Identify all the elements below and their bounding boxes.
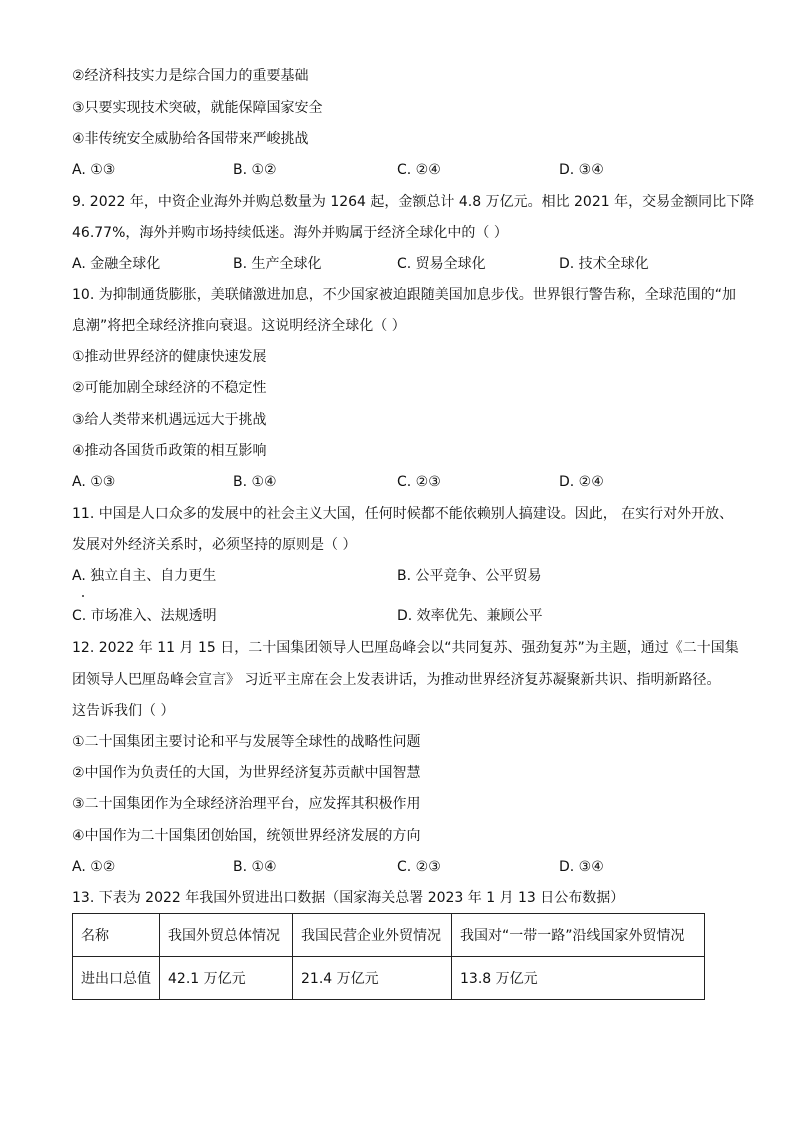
q12-statement-4: ④中国作为二十国集团创始国，统领世界经济发展的方向 [72, 828, 421, 844]
q10-statement-2: ②可能加剧全球经济的不稳定性 [72, 380, 267, 396]
q12-option-b: B. ①④ [233, 859, 277, 875]
q9-option-a: A. 金融全球化 [72, 256, 161, 272]
q9-option-c: C. 贸易全球化 [397, 256, 486, 272]
q12-statement-3: ③二十国集团作为全球经济治理平台，应发挥其积极作用 [72, 796, 421, 812]
table-cell: 进出口总值 [73, 957, 160, 1000]
trade-data-table [72, 913, 705, 1000]
q10-option-a: A. ①③ [72, 474, 116, 490]
q11-option-b: B. 公平竞争、公平贸易 [397, 568, 542, 584]
q8-option-d: D. ③④ [559, 162, 604, 178]
table-cell: 13.8 万亿元 [452, 957, 705, 1000]
table-cell: 21.4 万亿元 [293, 957, 452, 1000]
q10-option-c: C. ②③ [397, 474, 441, 490]
q10-statement-1: ①推动世界经济的健康快速发展 [72, 349, 267, 365]
table-row [73, 957, 705, 1000]
q11-stem-line2: 发展对外经济关系时，必须坚持的原则是（ ） [72, 537, 357, 553]
table-header-cell: 名称 [73, 914, 160, 957]
table-cell: 42.1 万亿元 [160, 957, 293, 1000]
q13-stem: 13. 下表为 2022 年我国外贸进出口数据（国家海关总署 2023 年 1 月 13 日公布数据） [72, 890, 625, 906]
q10-stem-line1: 10. 为抑制通货膨胀，美联储激进加息，不少国家被迫跟随美国加息步伐。世界银行警告称，全球范围的“加 [72, 287, 736, 303]
q9-option-b: B. 生产全球化 [233, 256, 322, 272]
q9-stem-line2: 46.77%，海外并购市场持续低迷。海外并购属于经济全球化中的（ ） [72, 225, 508, 241]
q10-statement-3: ③给人类带来机遇远远大于挑战 [72, 412, 267, 428]
q12-stem-line2: 团领导人巴厘岛峰会宣言》 习近平主席在会上发表讲话，为推动世界经济复苏凝聚新共识、指明新路径。 [72, 672, 721, 688]
table-header-cell: 我国民营企业外贸情况 [293, 914, 452, 957]
q12-stem-line3: 这告诉我们（ ） [72, 703, 175, 719]
q12-option-c: C. ②③ [397, 859, 441, 875]
table-header-cell: 我国对“一带一路”沿线国家外贸情况 [452, 914, 705, 957]
q12-stem-line1: 12. 2022 年 11 月 15 日，二十国集团领导人巴厘岛峰会以“共同复苏、强劲复苏”为主题，通过《二十国集 [72, 640, 739, 656]
q12-option-d: D. ③④ [559, 859, 604, 875]
q12-option-a: A. ①② [72, 859, 116, 875]
q12-statement-2: ②中国作为负责任的大国，为世界经济复苏贡献中国智慧 [72, 765, 421, 781]
q8-option-a: A. ①③ [72, 162, 116, 178]
q12-statement-1: ①二十国集团主要讨论和平与发展等全球性的战略性问题 [72, 734, 421, 750]
stray-dot [82, 595, 84, 597]
q8-option-c: C. ②④ [397, 162, 441, 178]
q8-statement-3: ③只要实现技术突破，就能保障国家安全 [72, 100, 323, 116]
q9-option-d: D. 技术全球化 [559, 256, 649, 272]
q9-stem-line1: 9. 2022 年，中资企业海外并购总数量为 1264 起，金额总计 4.8 万亿元。相比 2021 年，交易金额同比下降 [72, 194, 755, 210]
q10-option-d: D. ②④ [559, 474, 604, 490]
q11-option-d: D. 效率优先、兼顾公平 [397, 608, 543, 624]
q11-stem-line1: 11. 中国是人口众多的发展中的社会主义大国，任何时候都不能依赖别人搞建设。因此， 在实行对外开放、 [72, 506, 734, 522]
q10-statement-4: ④推动各国货币政策的相互影响 [72, 443, 267, 459]
q11-option-c: C. 市场准入、法规透明 [72, 608, 217, 624]
q10-option-b: B. ①④ [233, 474, 277, 490]
table-header-row [73, 914, 705, 957]
q10-stem-line2: 息潮”将把全球经济推向衰退。这说明经济全球化（ ） [72, 318, 406, 334]
q8-statement-2: ②经济科技实力是综合国力的重要基础 [72, 68, 309, 84]
q8-option-b: B. ①② [233, 162, 277, 178]
q8-statement-4: ④非传统安全威胁给各国带来严峻挑战 [72, 131, 309, 147]
q11-option-a: A. 独立自主、自力更生 [72, 568, 217, 584]
table-header-cell: 我国外贸总体情况 [160, 914, 293, 957]
